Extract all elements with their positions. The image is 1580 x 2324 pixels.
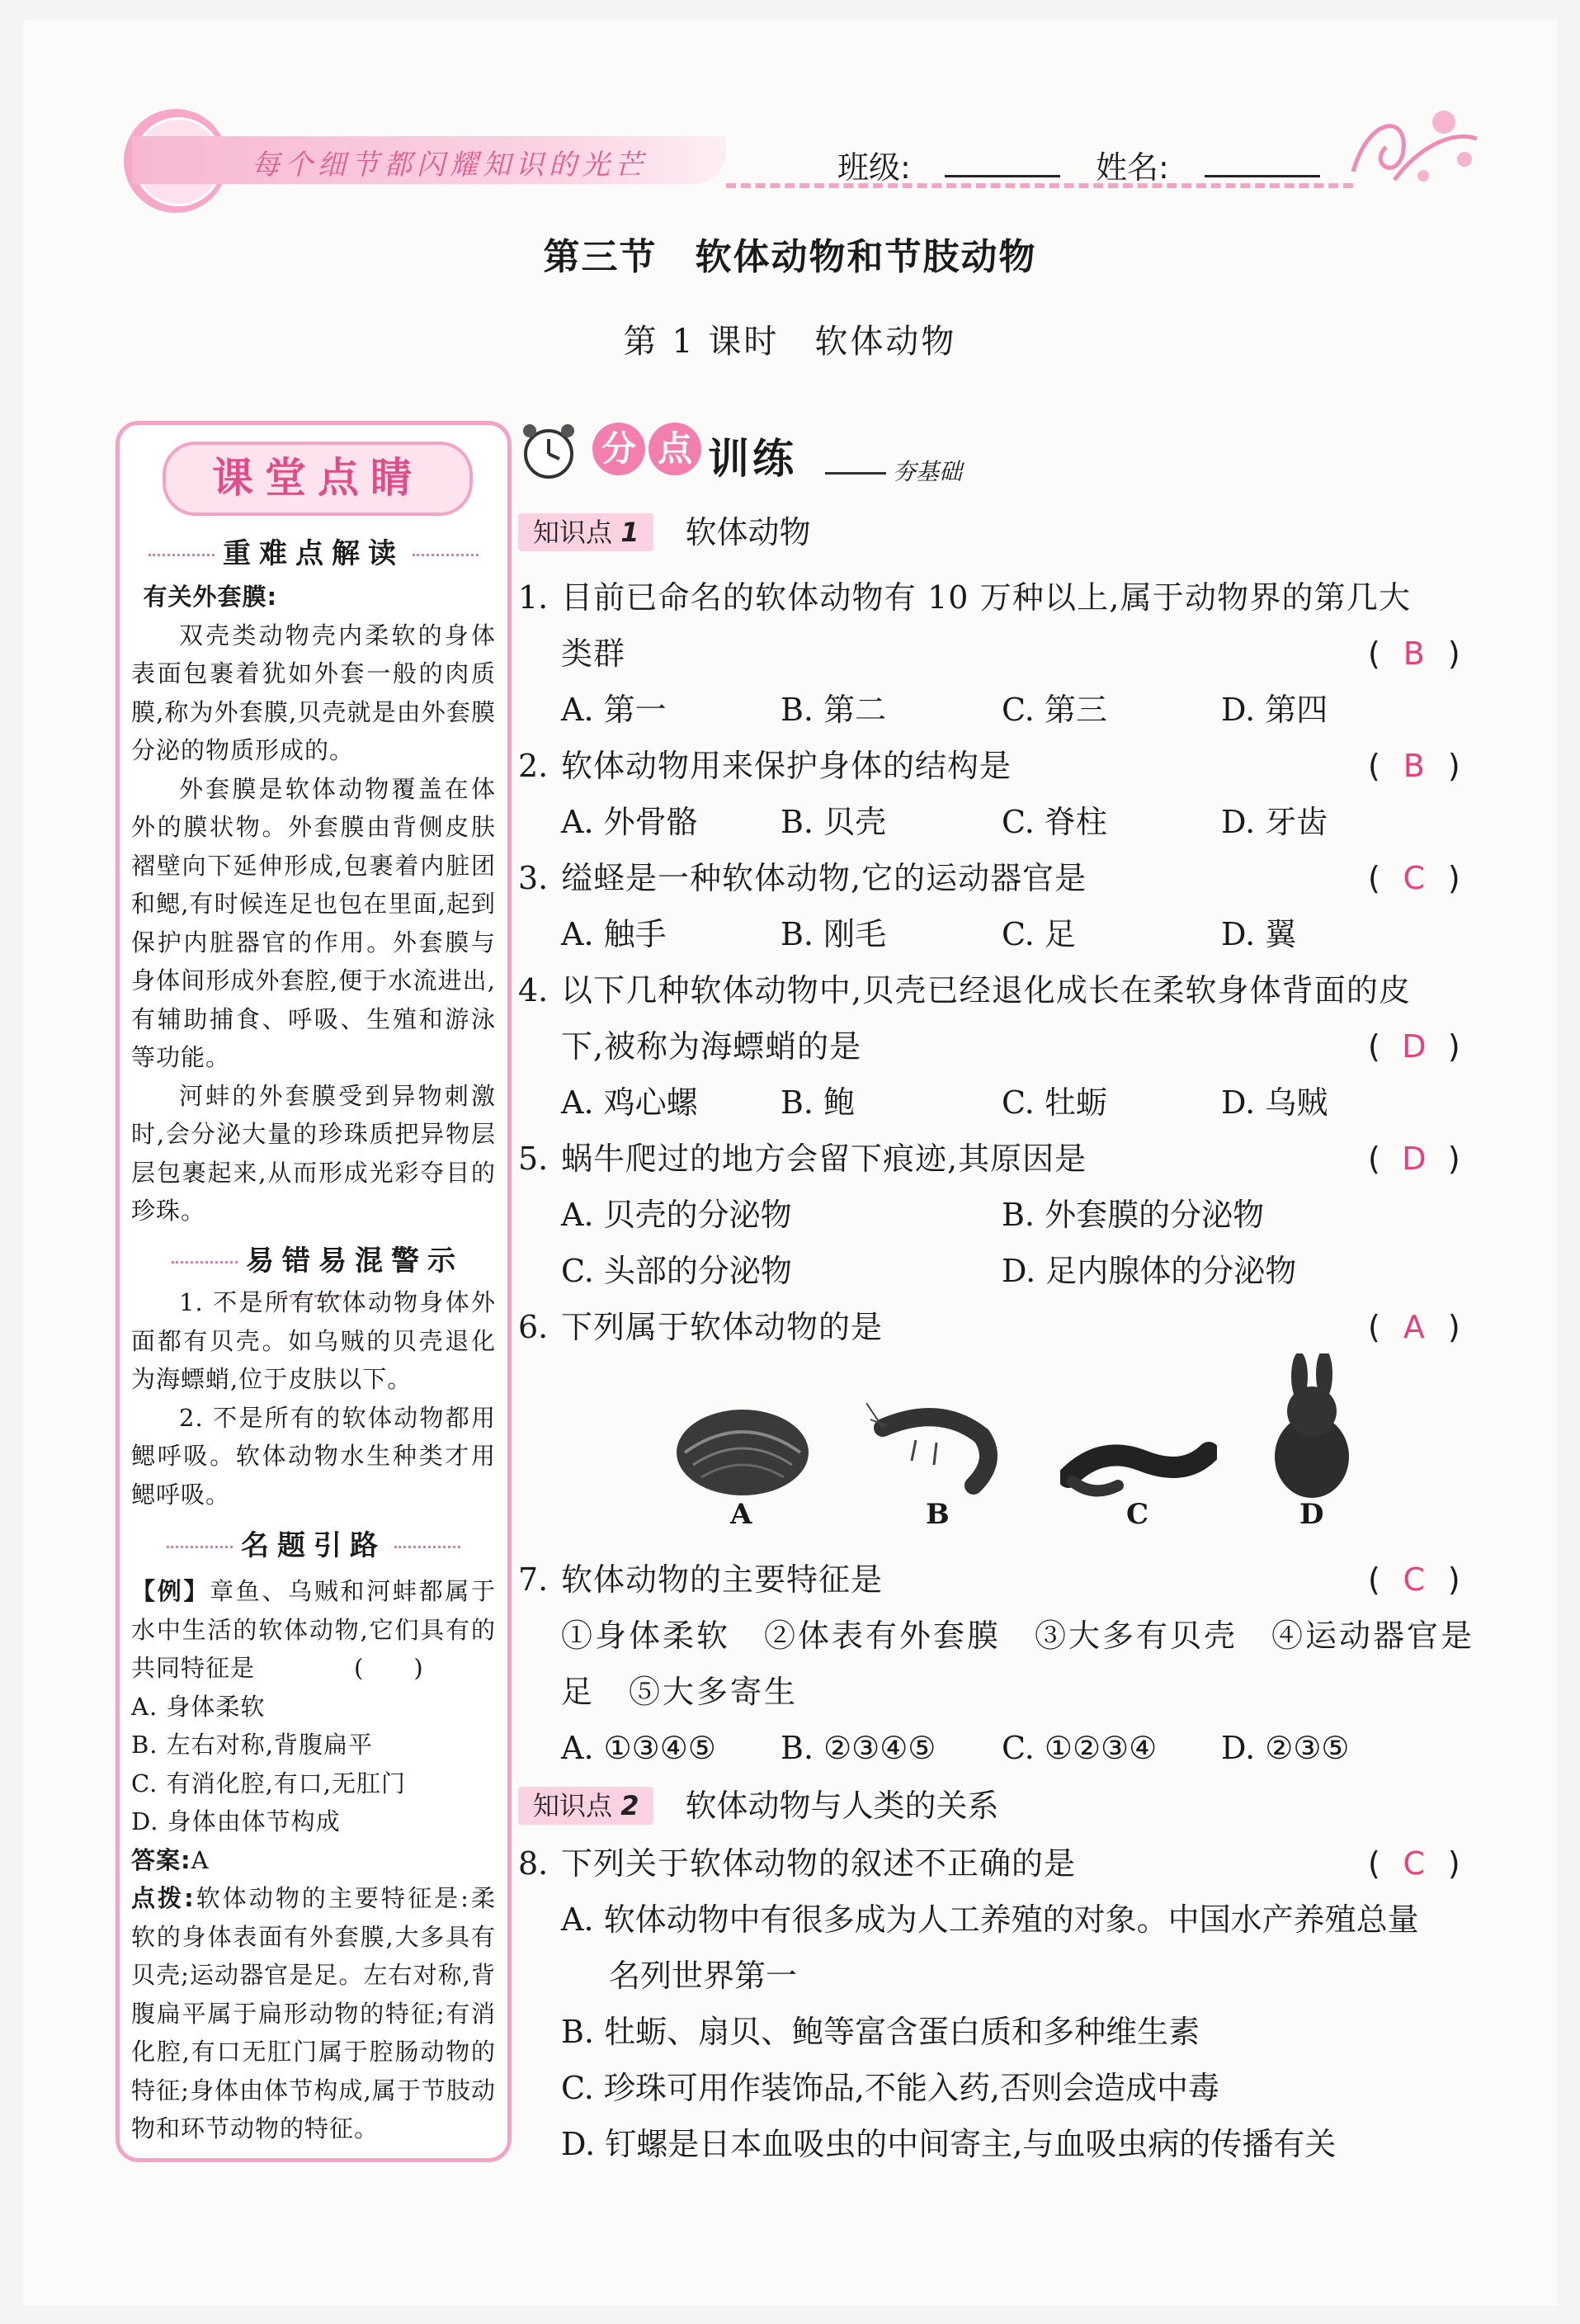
practice-subtitle: 夯基础 [825, 454, 962, 487]
answer-bracket: ( A ) [1368, 1309, 1460, 1345]
answer-letter: B [1403, 635, 1425, 672]
example-question: 【例】章鱼、乌贼和河蚌都属于水中生活的软体动物,它们具有的共同特征是 ( ) [131, 1577, 496, 1682]
option[interactable]: C. 头部的分泌物 [561, 1253, 792, 1289]
knowledge-title: 软体动物 [685, 514, 811, 550]
option[interactable]: A. 外骨骼 [561, 804, 698, 840]
class-blank[interactable] [945, 175, 1060, 177]
option[interactable]: C. 第三 [1002, 692, 1107, 728]
lesson-title: 第 1 课时 软体动物 [623, 323, 957, 361]
alarm-clock-icon [518, 421, 579, 482]
shrimp-image [866, 1395, 1007, 1502]
clam-image [668, 1395, 817, 1502]
option[interactable]: C. 脊柱 [1002, 804, 1107, 840]
name-blank[interactable] [1205, 175, 1320, 177]
option[interactable]: B. 贝壳 [781, 804, 887, 840]
sidebar-paragraph: 双壳类动物壳内柔软的身体表面包裹着犹如外套一般的肉质膜,称为外套膜,贝壳就是由外套膜分泌的物质形成的。 [131, 621, 496, 764]
example-option: A. 身体柔软 [131, 1692, 266, 1721]
sidebar-section-title: 重难点解读 [136, 531, 491, 571]
statement-list: 足 ⑤大多寄生 [561, 1674, 799, 1710]
sidebar-text-block [131, 1283, 496, 1514]
knowledge-title: 软体动物与人类的关系 [685, 1788, 999, 1824]
answer-bracket: ( D ) [1368, 1141, 1460, 1177]
section-title: 第三节 软体动物和节肢动物 [543, 236, 1037, 278]
figure-label: C [1126, 1498, 1149, 1531]
answer-bracket: ( C ) [1368, 1845, 1460, 1882]
answer-bracket: ( D ) [1368, 1028, 1460, 1065]
knowledge-tag: 知识点 1 [518, 513, 653, 551]
option[interactable]: A. 第一 [561, 692, 667, 728]
option[interactable]: C. ①②③④ [1002, 1730, 1158, 1766]
option[interactable]: C. 牡蛎 [1002, 1084, 1107, 1121]
statement-list: ①身体柔软 ②体表有外套膜 ③大多有贝壳 ④运动器官是 [561, 1618, 1475, 1654]
example-option: B. 左右对称,背腹扁平 [131, 1731, 373, 1759]
sidebar-section-title: 名题引路 [136, 1523, 491, 1563]
figure-label: B [926, 1498, 950, 1531]
example-option: D. 身体由体节构成 [131, 1807, 341, 1835]
option[interactable]: B. 刚毛 [781, 916, 887, 952]
question-stem: 目前已命名的软体动物有 10 万种以上,属于动物界的第几大类群 [561, 579, 1411, 672]
option[interactable]: A. ①③④⑤ [561, 1730, 716, 1766]
knowledge-tag: 知识点 2 [518, 1787, 653, 1825]
leech-image [1060, 1428, 1217, 1502]
option[interactable]: D. 乌贼 [1221, 1084, 1328, 1121]
rabbit-image [1262, 1353, 1361, 1502]
option[interactable]: B. 鲍 [781, 1084, 856, 1121]
answer-bracket: ( C ) [1368, 1561, 1460, 1598]
option[interactable]: D. 牙齿 [1221, 804, 1328, 840]
option-continuation: 名列世界第一 [609, 1958, 798, 1994]
header-slogan: 每个细节都闪耀知识的光芒 [252, 149, 648, 182]
example-option: C. 有消化腔,有口,无肛门 [131, 1769, 407, 1797]
header-divider [726, 183, 1353, 188]
figure-label: A [730, 1498, 752, 1531]
answer-bracket: ( B ) [1368, 626, 1483, 682]
sidebar-paragraph: 2. 不是所有的软体动物都用鳃呼吸。软体动物水生种类才用鳃呼吸。 [131, 1403, 496, 1509]
option[interactable]: B. 外套膜的分泌物 [1002, 1197, 1265, 1233]
knowledge-point-2 [518, 1787, 998, 1825]
option[interactable]: C. 珍珠可用作装饰品,不能入药,否则会造成中毒 [561, 2070, 1220, 2106]
sidebar-text-block [131, 578, 496, 1230]
section-badge-2: 点 [649, 423, 701, 475]
option[interactable]: D. 钉螺是日本血吸虫的中间寄主,与血吸虫病的传播有关 [561, 2126, 1337, 2162]
flourish-ornament-icon [1345, 97, 1485, 196]
class-label: 班级: [837, 149, 911, 186]
example-block [131, 1572, 496, 2148]
sidebar-heading: 课堂点睛 [163, 442, 473, 516]
option[interactable]: D. 翼 [1221, 916, 1297, 952]
option[interactable]: B. 牡蛎、扇贝、鲍等富含蛋白质和多种维生素 [561, 2014, 1200, 2050]
option[interactable]: A. 贝壳的分泌物 [561, 1197, 792, 1233]
example-tip: 点拨:软体动物的主要特征是:柔软的身体表面有外套膜,大多具有贝壳;运动器官是足。左右对称,背腹扁平属于扁形动物的特征;有消化腔,有口无肛门属于腔肠动物的特征;身体由体节构成,属于节肢动物和环节动物的特征。 [131, 1884, 496, 2142]
knowledge-point-1 [518, 513, 810, 551]
example-answer: 答案:A [131, 1845, 210, 1874]
option[interactable]: C. 足 [1002, 916, 1076, 952]
option[interactable]: A. 软体动物中有很多成为人工养殖的对象。中国水产养殖总量 [561, 1901, 1419, 1938]
option[interactable]: A. 触手 [561, 916, 667, 952]
question-number: 1. [518, 579, 549, 616]
option[interactable]: A. 鸡心螺 [561, 1084, 698, 1121]
option[interactable]: D. 足内腺体的分泌物 [1002, 1253, 1297, 1289]
sidebar-subheading: 有关外套膜: [143, 583, 278, 611]
option[interactable]: D. 第四 [1221, 692, 1328, 728]
name-label: 姓名: [1096, 149, 1169, 186]
answer-bracket: ( C ) [1368, 860, 1460, 896]
sidebar-section-title: 易错易混警示 [136, 1238, 491, 1311]
figure-label: D [1299, 1498, 1324, 1531]
option[interactable]: B. 第二 [781, 692, 887, 728]
answer-bracket: ( B ) [1368, 748, 1460, 784]
sidebar-paragraph: 外套膜是软体动物覆盖在体外的膜状物。外套膜由背侧皮肤褶壁向下延伸形成,包裹着内脏团和鳃,有时候连足也包在里面,起到保护内脏器官的作用。外套膜与身体间形成外套腔,便于水流进出,有辅助捕食、呼吸、生殖和游泳等功能。 [131, 774, 496, 1071]
sidebar-panel [116, 421, 512, 2162]
option[interactable]: D. ②③⑤ [1221, 1730, 1350, 1766]
option[interactable]: B. ②③④⑤ [781, 1730, 936, 1766]
practice-title: 训练 [708, 435, 797, 483]
section-badge-1: 分 [592, 423, 645, 475]
sidebar-paragraph: 1. 不是所有软体动物身体外面都有贝壳。如乌贼的贝壳退化为海螵蛸,位于皮肤以下。 [131, 1288, 496, 1393]
sidebar-paragraph: 河蚌的外套膜受到异物刺激时,会分泌大量的珍珠质把异物层层包裹起来,从而形成光彩夺目的珍珠。 [131, 1081, 496, 1225]
